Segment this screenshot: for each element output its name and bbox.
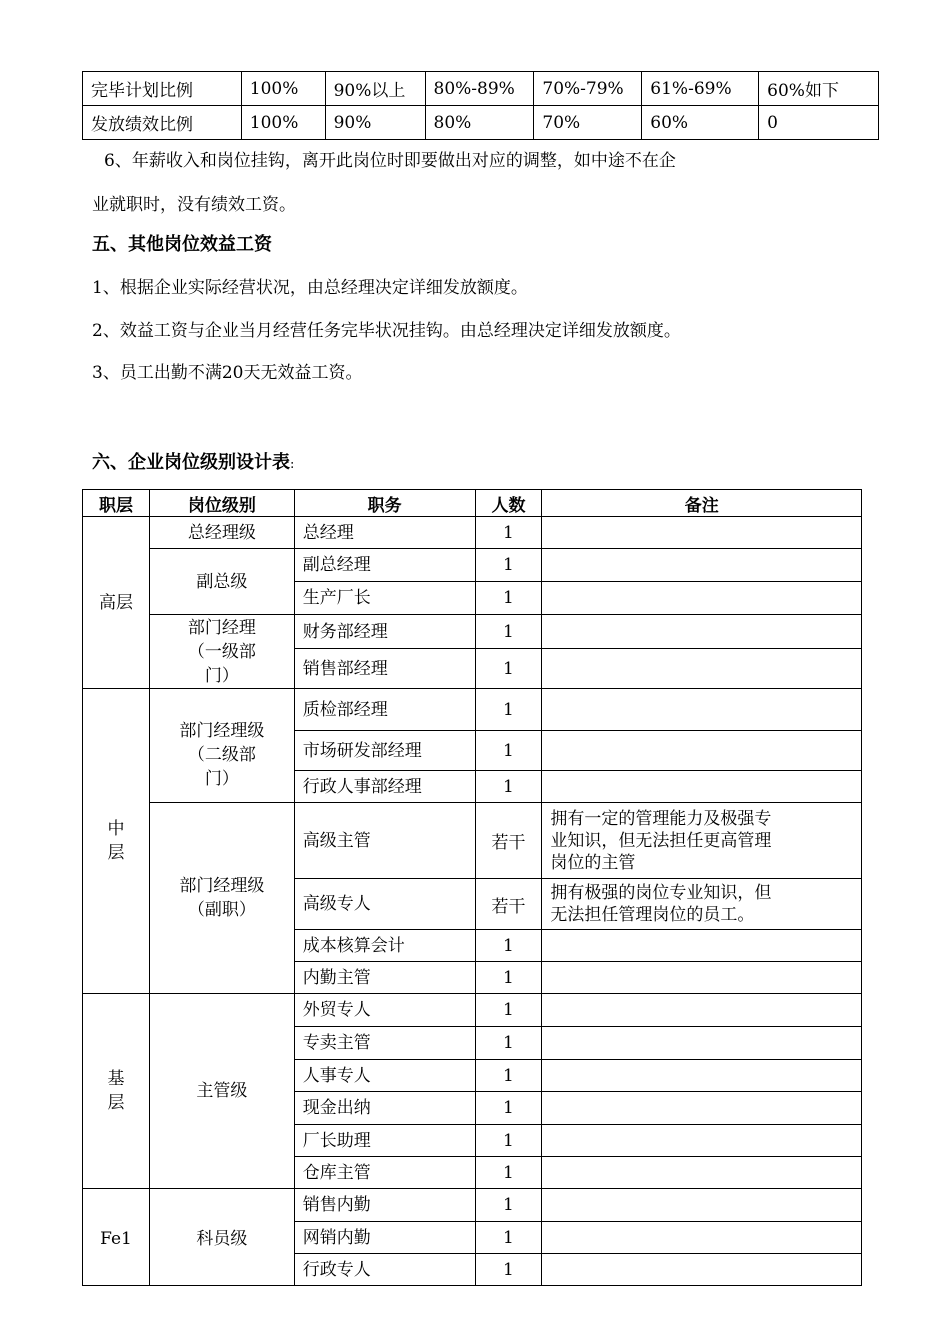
note-cell	[542, 962, 862, 994]
position-cell: 财务部经理	[294, 615, 475, 649]
section-6-title	[92, 448, 294, 474]
ratio-cell: 60%如下	[759, 72, 879, 106]
position-cell: 仓库主管	[294, 1157, 475, 1189]
ratio-cell: 100%	[241, 72, 325, 106]
grade-dept2	[149, 689, 294, 803]
grade-dept2-line-1: 部门经理级	[179, 720, 265, 741]
position-cell: 生产厂长	[294, 582, 475, 615]
ratio-cell: 60%	[642, 106, 759, 140]
note-line: 无法担任管理岗位的员工。	[550, 905, 755, 925]
position-cell: 高级主管	[294, 803, 475, 879]
section-5-item-1: 1、根据企业实际经营状况，由总经理决定详细发放额度。	[92, 278, 528, 298]
layer-mid	[83, 689, 150, 994]
grade-dept2-line-3: 门）	[204, 768, 239, 789]
ratio-row-label: 发放绩效比例	[83, 106, 242, 140]
ratio-cell: 70%	[534, 106, 642, 140]
position-cell: 质检部经理	[294, 689, 475, 731]
note-cell	[542, 1254, 862, 1286]
ratio-cell: 0	[759, 106, 879, 140]
ratio-cell: 80%	[425, 106, 534, 140]
section-6-title-colon: :	[290, 457, 295, 472]
grade-dept1	[149, 615, 294, 689]
layer-mid-line-2: 层	[107, 843, 125, 863]
note-cell	[542, 1189, 862, 1222]
count-cell: 1	[475, 1125, 542, 1157]
note-cell	[542, 689, 862, 731]
grade-deputy-line-1: 部门经理级	[179, 876, 265, 896]
level-table	[82, 489, 862, 1286]
ratio-cell: 100%	[241, 106, 325, 140]
paragraph-6-line-2: 业就职时，没有绩效工资。	[92, 195, 296, 215]
layer-mid-line-1: 中	[107, 819, 125, 839]
header-note: 备注	[542, 490, 862, 517]
note-cell	[542, 930, 862, 962]
ratio-cell: 61%-69%	[642, 72, 759, 106]
table-row	[83, 615, 862, 649]
count-cell: 1	[475, 689, 542, 731]
grade-deputy-line-2: （副职）	[187, 900, 256, 920]
section-6-title-text: 六、企业岗位级别设计表	[92, 452, 290, 473]
position-cell: 高级专人	[294, 879, 475, 930]
count-cell: 1	[475, 771, 542, 803]
count-cell: 1	[475, 517, 542, 549]
count-cell: 1	[475, 1092, 542, 1125]
note-cell	[542, 649, 862, 689]
count-cell: 1	[475, 1189, 542, 1222]
note-cell	[542, 1092, 862, 1125]
note-cell	[542, 549, 862, 582]
count-cell: 1	[475, 582, 542, 615]
count-cell: 1	[475, 649, 542, 689]
count-cell: 1	[475, 549, 542, 582]
layer-base	[83, 994, 150, 1189]
ratio-cell: 70%-79%	[534, 72, 642, 106]
ratio-cell: 90%以上	[325, 72, 425, 106]
grade-dept1-line-1: 部门经理	[187, 617, 256, 638]
position-cell: 专卖主管	[294, 1027, 475, 1060]
count-cell: 1	[475, 731, 542, 771]
header-position: 职务	[294, 490, 475, 517]
count-cell: 1	[475, 1157, 542, 1189]
note-cell	[542, 1060, 862, 1092]
header-grade: 岗位级别	[149, 490, 294, 517]
note-cell	[542, 803, 862, 879]
note-cell	[542, 879, 862, 930]
note-cell	[542, 1222, 862, 1254]
note-line: 岗位的主管	[550, 852, 636, 873]
position-cell: 总经理	[294, 517, 475, 549]
note-line: 拥有一定的管理能力及极强专	[550, 808, 772, 829]
note-cell	[542, 582, 862, 615]
position-cell: 厂长助理	[294, 1125, 475, 1157]
grade-dept2-line-2: （二级部	[187, 744, 256, 765]
note-cell	[542, 517, 862, 549]
position-cell: 外贸专人	[294, 994, 475, 1027]
table-row	[83, 517, 862, 549]
ratio-cell: 80%-89%	[425, 72, 534, 106]
table-row	[83, 689, 862, 731]
section-5-item-2: 2、效益工资与企业当月经营任务完毕状况挂钩。由总经理决定详细发放额度。	[92, 321, 681, 341]
grade-dept1-line-3: 门）	[204, 665, 239, 686]
position-cell: 行政人事部经理	[294, 771, 475, 803]
position-cell: 成本核算会计	[294, 930, 475, 962]
table-row	[83, 72, 879, 106]
grade-clerk: 科员级	[149, 1189, 294, 1286]
position-cell: 人事专人	[294, 1060, 475, 1092]
grade-dept1-line-2: （一级部	[187, 641, 256, 662]
position-cell: 副总经理	[294, 549, 475, 582]
table-row	[83, 803, 862, 879]
count-cell: 1	[475, 615, 542, 649]
table-row	[83, 1189, 862, 1222]
layer-base-line-1: 基	[107, 1069, 125, 1089]
count-cell: 1	[475, 1222, 542, 1254]
ratio-row-label: 完毕计划比例	[83, 72, 242, 106]
count-cell: 1	[475, 994, 542, 1027]
position-cell: 网销内勤	[294, 1222, 475, 1254]
count-cell: 1	[475, 1027, 542, 1060]
note-cell	[542, 771, 862, 803]
section-5-title: 五、其他岗位效益工资	[92, 234, 272, 255]
position-cell: 市场研发部经理	[294, 731, 475, 771]
count-cell: 1	[475, 930, 542, 962]
count-cell: 若干	[475, 879, 542, 930]
position-cell: 内勤主管	[294, 962, 475, 994]
ratio-cell: 90%	[325, 106, 425, 140]
paragraph-6-line-1: 6、年薪收入和岗位挂钩，离开此岗位时即要做出对应的调整，如中途不在企	[104, 151, 676, 171]
header-layer: 职层	[83, 490, 150, 517]
note-line: 拥有极强的岗位专业知识，但	[550, 883, 772, 903]
section-5-item-3: 3、员工出勤不满20天无效益工资。	[92, 363, 363, 383]
note-cell	[542, 1125, 862, 1157]
table-row	[83, 994, 862, 1027]
count-cell: 若干	[475, 803, 542, 879]
table-header-row	[83, 490, 862, 517]
note-cell	[542, 731, 862, 771]
position-cell: 销售部经理	[294, 649, 475, 689]
grade-deputy	[149, 803, 294, 994]
layer-base-line-2: 层	[107, 1093, 125, 1113]
ratio-table	[82, 71, 879, 140]
note-cell	[542, 615, 862, 649]
layer-fe1: Fe1	[83, 1189, 150, 1286]
count-cell: 1	[475, 1254, 542, 1286]
layer-high: 高层	[83, 517, 150, 689]
count-cell: 1	[475, 1060, 542, 1092]
note-cell	[542, 1157, 862, 1189]
position-cell: 行政专人	[294, 1254, 475, 1286]
note-cell	[542, 994, 862, 1027]
grade-vice: 副总级	[149, 549, 294, 615]
position-cell: 现金出纳	[294, 1092, 475, 1125]
position-cell: 销售内勤	[294, 1189, 475, 1222]
note-cell	[542, 1027, 862, 1060]
grade-gm: 总经理级	[149, 517, 294, 549]
header-count: 人数	[475, 490, 542, 517]
note-line: 业知识，但无法担任更高管理	[550, 830, 772, 851]
count-cell: 1	[475, 962, 542, 994]
table-row	[83, 106, 879, 140]
table-row	[83, 549, 862, 582]
grade-supervisor: 主管级	[149, 994, 294, 1189]
